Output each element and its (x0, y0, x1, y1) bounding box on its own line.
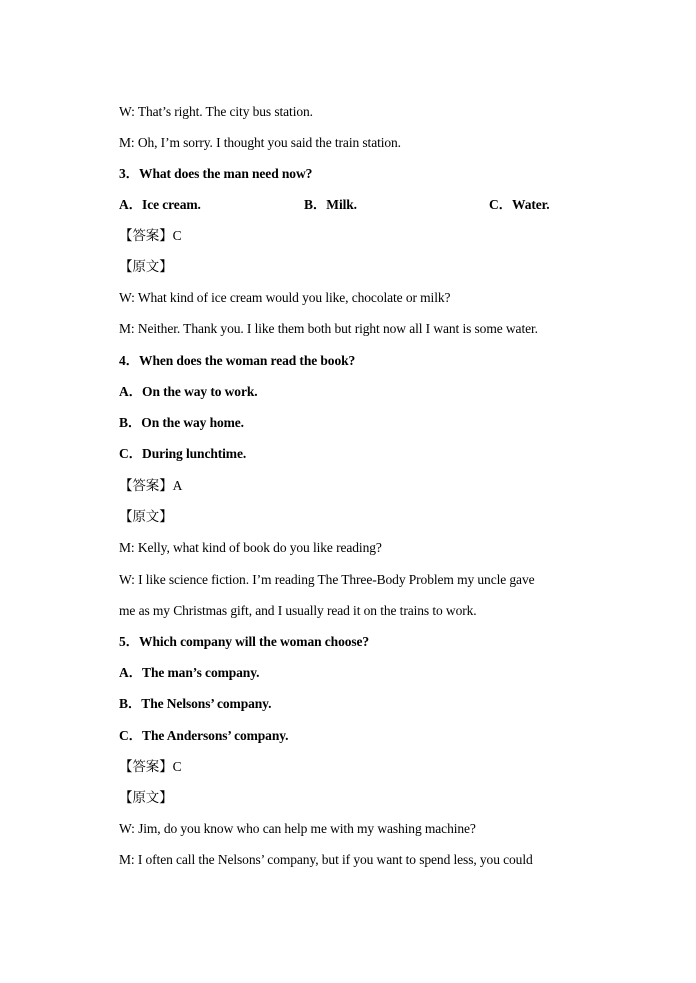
transcript-line: M: Oh, I’m sorry. I thought you said the train station. (119, 135, 401, 150)
transcript-line: M: Kelly, what kind of book do you like reading? (119, 540, 382, 555)
transcript-line: W: What kind of ice cream would you like, chocolate or milk? (119, 290, 451, 305)
option-c: C．The Andersons’ company. (119, 728, 289, 743)
transcript-line: W: Jim, do you know who can help me with my washing machine? (119, 821, 476, 836)
option-c: C．During lunchtime. (119, 446, 247, 461)
option-b: B．Milk. (304, 197, 357, 212)
option-b: B．The Nelsons’ company. (119, 696, 272, 711)
option-a: A．On the way to work. (119, 384, 258, 399)
answer-tag: 【答案】A (119, 478, 183, 493)
option-a: A．The man’s company. (119, 665, 260, 680)
original-text-tag: 【原文】 (119, 509, 173, 524)
transcript-line: M: Neither. Thank you. I like them both but right now all I want is some water. (119, 321, 538, 336)
original-text-tag: 【原文】 (119, 259, 173, 274)
transcript-line: M: I often call the Nelsons’ company, but if you want to spend less, you could (119, 852, 533, 867)
answer-tag: 【答案】C (119, 228, 182, 243)
option-c: C．Water. (489, 197, 550, 212)
transcript-line: W: That’s right. The city bus station. (119, 104, 313, 119)
question-3: 3．What does the man need now? (119, 166, 313, 181)
answer-tag: 【答案】C (119, 759, 182, 774)
option-b: B．On the way home. (119, 415, 244, 430)
transcript-line: W: I like science fiction. I’m reading The Three-Body Problem my uncle gave (119, 572, 535, 587)
transcript-line: me as my Christmas gift, and I usually read it on the trains to work. (119, 603, 477, 618)
question-3-options (119, 196, 579, 214)
option-a: A．Ice cream. (119, 197, 201, 212)
original-text-tag: 【原文】 (119, 790, 173, 805)
question-4: 4．When does the woman read the book? (119, 353, 356, 368)
question-5: 5．Which company will the woman choose? (119, 634, 370, 649)
